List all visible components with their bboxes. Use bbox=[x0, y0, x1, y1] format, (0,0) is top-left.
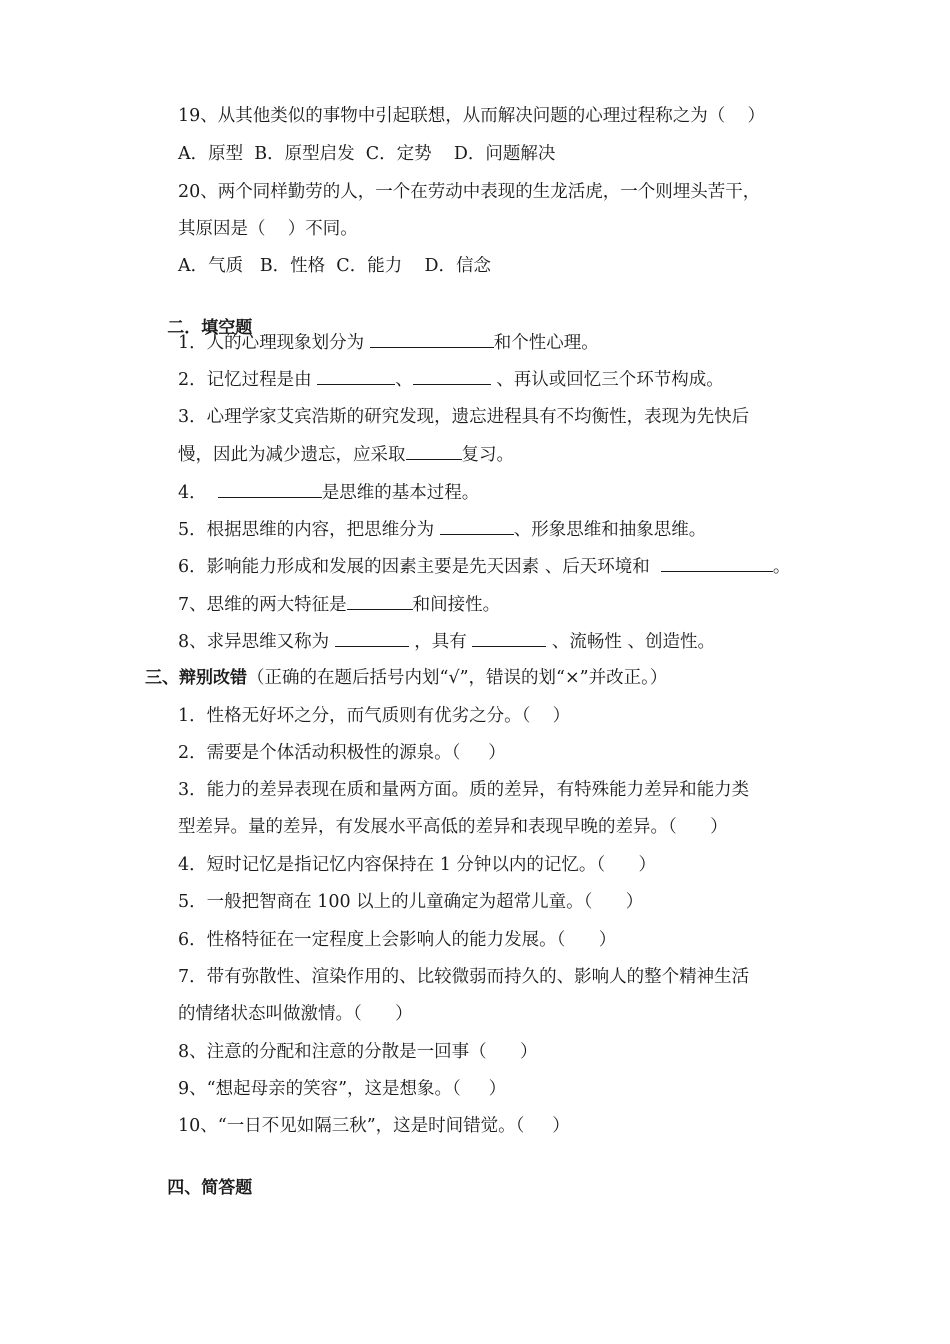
section-heading-fill-blank bbox=[145, 292, 253, 338]
fill-q4-text-b: 是思维的基本过程。 bbox=[321, 483, 480, 503]
judge-question-2: 2．需要是个体活动积极性的源泉。（ ） bbox=[178, 743, 506, 763]
judge-question-3-line1: 3．能力的差异表现在质和量两方面。质的差异，有特殊能力差异和能力类 bbox=[178, 780, 750, 800]
question-20-stem-line2: 其原因是（ ）不同。 bbox=[178, 219, 358, 239]
fill-q3-text-b: 复习。 bbox=[461, 445, 514, 465]
fill-question-2 bbox=[178, 367, 724, 391]
answer-blank bbox=[406, 442, 462, 460]
fill-question-3-line1: 3．心理学家艾宾浩斯的研究发现，遗忘进程具有不均衡性，表现为先快后 bbox=[178, 407, 750, 427]
fill-q5-text-b: 、形象思维和抽象思维。 bbox=[513, 520, 707, 540]
answer-blank bbox=[472, 629, 546, 647]
fill-q7-text-a: 7、思维的两大特征是 bbox=[178, 595, 347, 615]
answer-blank bbox=[347, 592, 413, 610]
judge-question-5: 5．一般把智商在 100 以上的儿童确定为超常儿童。（ ） bbox=[178, 892, 644, 912]
judge-question-7-line2: 的情绪状态叫做激情。（ ） bbox=[178, 1004, 413, 1024]
judge-question-10: 10、“一日不见如隔三秋”，这是时间错觉。（ ） bbox=[178, 1116, 570, 1136]
section-3-instructions: （正确的在题后括号内划“√”，错误的划“×”并改正。） bbox=[247, 668, 668, 688]
answer-blank bbox=[317, 367, 395, 385]
fill-q6-text-a: 6．影响能力形成和发展的因素主要是先天因素 、后天环境和 bbox=[178, 557, 661, 577]
fill-q3-text-a: 慢，因此为减少遗忘，应采取 bbox=[178, 445, 406, 465]
fill-q2-text-c: 、再认或回忆三个环节构成。 bbox=[490, 370, 724, 390]
fill-q1-text-b: 和个性心理。 bbox=[493, 333, 599, 353]
section-4-title: 四、简答题 bbox=[167, 1178, 253, 1198]
fill-question-6 bbox=[178, 554, 790, 578]
fill-q4-text-a: 4． bbox=[178, 483, 218, 503]
section-heading-short-answer bbox=[145, 1152, 253, 1198]
fill-q8-text-a: 8、求异思维又称为 bbox=[178, 632, 335, 652]
fill-q5-text-a: 5．根据思维的内容，把思维分为 bbox=[178, 520, 440, 540]
fill-question-4 bbox=[178, 480, 479, 504]
fill-question-3-line2 bbox=[178, 442, 514, 466]
answer-blank bbox=[370, 330, 494, 348]
judge-question-1: 1．性格无好坏之分，而气质则有优劣之分。（ ） bbox=[178, 706, 571, 726]
answer-blank bbox=[335, 629, 409, 647]
section-2-title: 二．填空题 bbox=[167, 318, 253, 338]
question-19-options: A．原型 B．原型启发 C．定势 D．问题解决 bbox=[178, 144, 556, 164]
fill-question-8 bbox=[178, 629, 715, 653]
question-20-stem-line1: 20、两个同样勤劳的人，一个在劳动中表现的生龙活虎，一个则埋头苦干， bbox=[178, 182, 761, 202]
question-19-stem: 19、从其他类似的事物中引起联想，从而解决问题的心理过程称之为（ ） bbox=[178, 106, 766, 126]
answer-blank bbox=[413, 367, 491, 385]
fill-question-5 bbox=[178, 517, 706, 541]
judge-question-7-line1: 7．带有弥散性、渲染作用的、比较微弱而持久的、影响人的整个精神生活 bbox=[178, 967, 750, 987]
fill-question-7 bbox=[178, 592, 500, 616]
judge-question-4: 4．短时记忆是指记忆内容保持在 1 分钟以内的记忆。（ ） bbox=[178, 855, 657, 875]
fill-question-1 bbox=[178, 330, 599, 354]
fill-q7-text-b: 和间接性。 bbox=[412, 595, 501, 615]
judge-question-8: 8、注意的分配和注意的分散是一回事（ ） bbox=[178, 1042, 538, 1062]
judge-question-3-line2: 型差异。量的差异，有发展水平高低的差异和表现早晚的差异。（ ） bbox=[178, 817, 728, 837]
section-heading-true-false bbox=[145, 666, 667, 690]
answer-blank bbox=[218, 480, 322, 498]
answer-blank bbox=[661, 554, 773, 572]
fill-q8-text-c: 、流畅性 、创造性。 bbox=[546, 632, 715, 652]
fill-q2-text-a: 2．记忆过程是由 bbox=[178, 370, 318, 390]
fill-q2-text-b: 、 bbox=[395, 370, 413, 390]
judge-question-9: 9、“想起母亲的笑容”，这是想象。（ ） bbox=[178, 1079, 507, 1099]
answer-blank bbox=[440, 517, 514, 535]
question-20-options: A．气质 B．性格 C．能力 D．信念 bbox=[178, 256, 491, 276]
fill-q6-text-b: 。 bbox=[772, 557, 791, 577]
fill-q8-text-b: ，具有 bbox=[408, 632, 473, 652]
fill-q1-text-a: 1．人的心理现象划分为 bbox=[178, 333, 370, 353]
section-3-title: 三、辩别改错 bbox=[145, 668, 247, 688]
judge-question-6: 6．性格特征在一定程度上会影响人的能力发展。（ ） bbox=[178, 930, 617, 950]
